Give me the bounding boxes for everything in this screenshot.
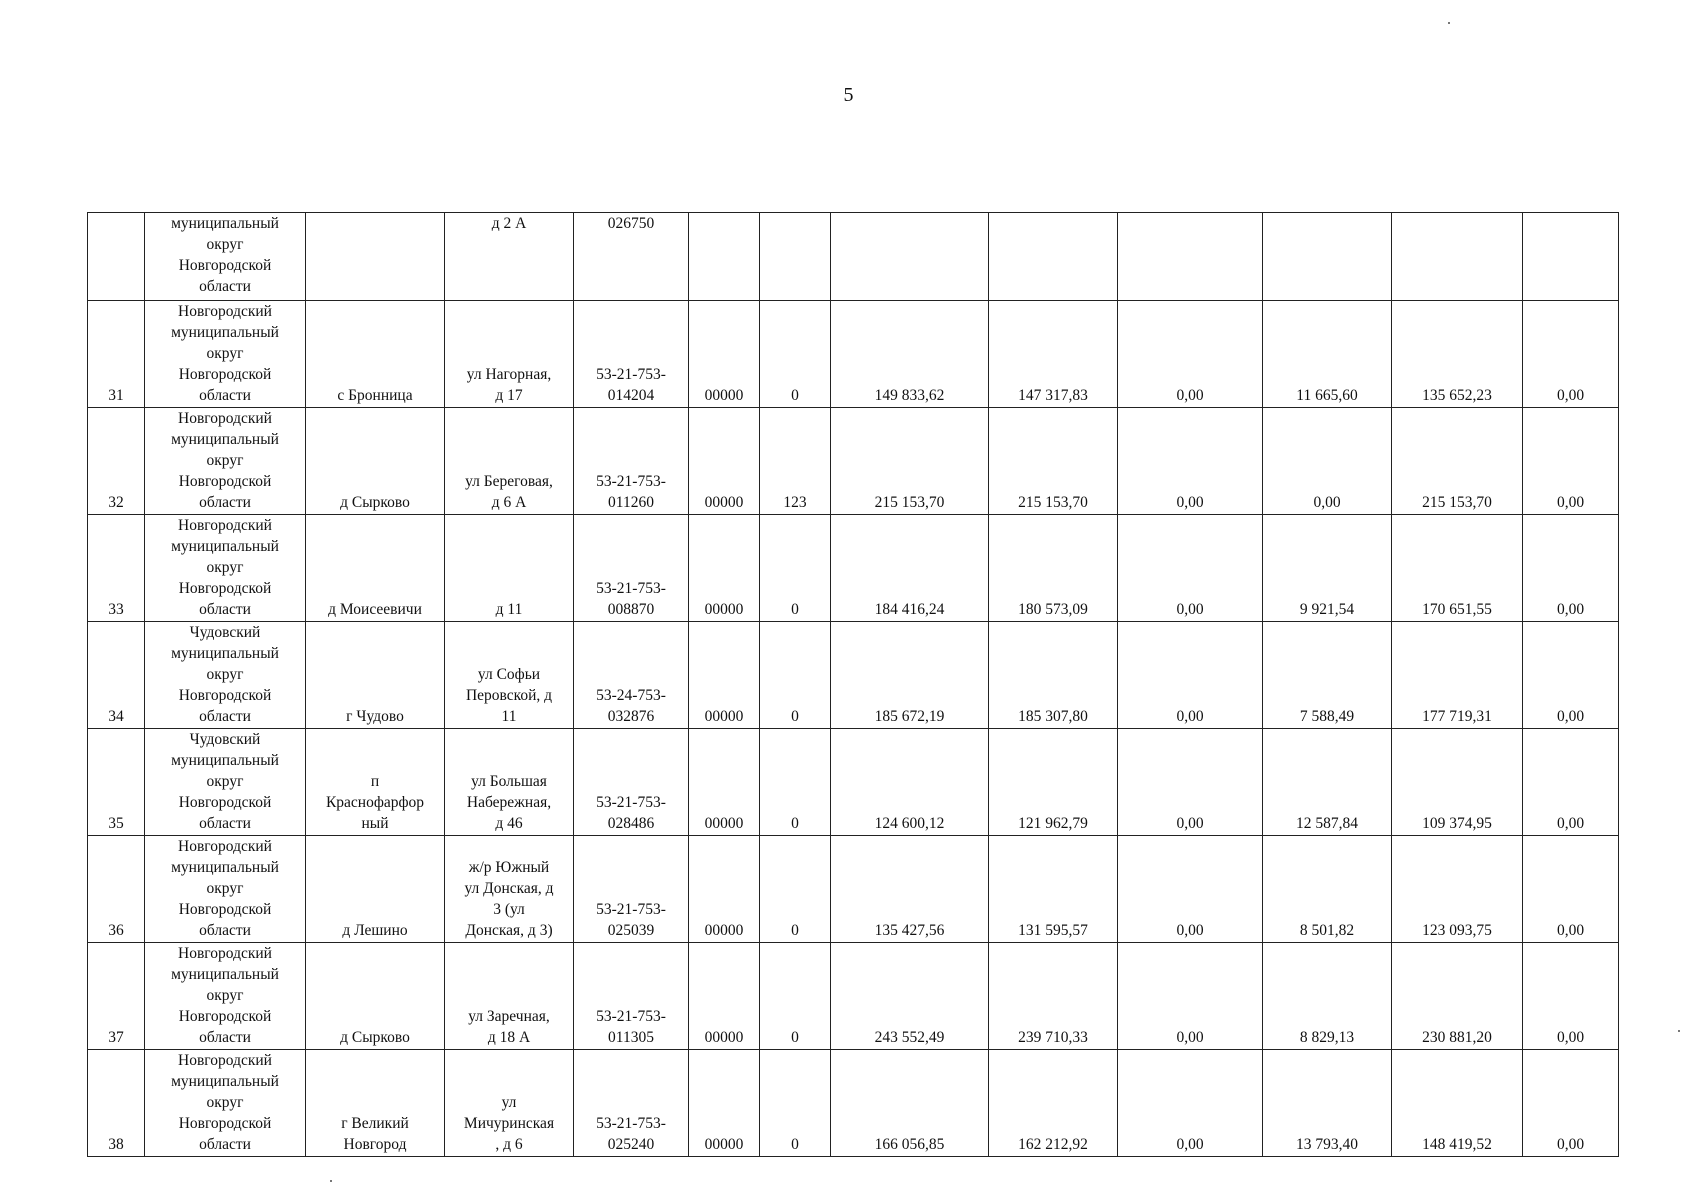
district-cell: Новгородский муниципальный округ Новгородской области xyxy=(145,515,306,622)
amount-cell: 0,00 xyxy=(1118,408,1263,515)
table-row xyxy=(88,515,1619,622)
amount-cell: 0,00 xyxy=(1118,1050,1263,1157)
district-cell: Новгородский муниципальный округ Новгородской области xyxy=(145,301,306,408)
amount-cell: 121 962,79 xyxy=(989,729,1118,836)
amount-cell: 185 307,80 xyxy=(989,622,1118,729)
code-cell: 00000 xyxy=(689,836,760,943)
scan-mark xyxy=(1448,22,1450,24)
code-cell: 00000 xyxy=(689,515,760,622)
table-cell xyxy=(1392,213,1523,301)
table-cell xyxy=(1118,213,1263,301)
settlement-cell: д Сырково xyxy=(306,943,445,1050)
address-cell: ж/р Южный ул Донская, д 3 (ул Донская, д 3) xyxy=(445,836,574,943)
amount-cell: 243 552,49 xyxy=(831,943,989,1050)
amount-cell: 0,00 xyxy=(1118,729,1263,836)
table-row xyxy=(88,1050,1619,1157)
settlement-cell: д Лешино xyxy=(306,836,445,943)
settlement-cell: д Моисеевичи xyxy=(306,515,445,622)
settlement-cell: г Чудово xyxy=(306,622,445,729)
code-cell: 0 xyxy=(760,943,831,1050)
amount-cell: 9 921,54 xyxy=(1263,515,1392,622)
amount-cell: 170 651,55 xyxy=(1392,515,1523,622)
oktmo-code-cell: 53-21-753- 025240 xyxy=(574,1050,689,1157)
code-cell: 00000 xyxy=(689,408,760,515)
oktmo-code-cell: 53-21-753- 011305 xyxy=(574,943,689,1050)
amount-cell: 0,00 xyxy=(1523,408,1619,515)
district-cell: Новгородский муниципальный округ Новгородской области xyxy=(145,943,306,1050)
amount-cell: 0,00 xyxy=(1523,729,1619,836)
address-cell: ул Заречная, д 18 А xyxy=(445,943,574,1050)
amount-cell: 0,00 xyxy=(1523,836,1619,943)
amount-cell: 12 587,84 xyxy=(1263,729,1392,836)
amount-cell: 131 595,57 xyxy=(989,836,1118,943)
data-table xyxy=(87,212,1619,1157)
amount-cell: 239 710,33 xyxy=(989,943,1118,1050)
amount-cell: 149 833,62 xyxy=(831,301,989,408)
amount-cell: 109 374,95 xyxy=(1392,729,1523,836)
amount-cell: 13 793,40 xyxy=(1263,1050,1392,1157)
settlement-cell: г Великий Новгород xyxy=(306,1050,445,1157)
table-cell xyxy=(1523,213,1619,301)
amount-cell: 0,00 xyxy=(1523,943,1619,1050)
amount-cell: 135 652,23 xyxy=(1392,301,1523,408)
table-row xyxy=(88,301,1619,408)
amount-cell: 0,00 xyxy=(1523,622,1619,729)
amount-cell: 11 665,60 xyxy=(1263,301,1392,408)
table-row-continued xyxy=(88,213,1619,301)
settlement-cell: д Сырково xyxy=(306,408,445,515)
amount-cell: 0,00 xyxy=(1118,301,1263,408)
code-cell: 0 xyxy=(760,622,831,729)
district-cell: Новгородский муниципальный округ Новгородской области xyxy=(145,836,306,943)
row-number-cell: 37 xyxy=(88,943,145,1050)
table-cell xyxy=(760,213,831,301)
amount-cell: 162 212,92 xyxy=(989,1050,1118,1157)
table-body xyxy=(88,213,1619,1157)
amount-cell: 147 317,83 xyxy=(989,301,1118,408)
amount-cell: 215 153,70 xyxy=(1392,408,1523,515)
row-number-cell: 35 xyxy=(88,729,145,836)
amount-cell: 215 153,70 xyxy=(989,408,1118,515)
amount-cell: 0,00 xyxy=(1263,408,1392,515)
scan-mark xyxy=(1678,1030,1680,1032)
code-cell: 00000 xyxy=(689,622,760,729)
code-cell: 0 xyxy=(760,1050,831,1157)
scan-mark xyxy=(330,1180,332,1182)
amount-cell: 215 153,70 xyxy=(831,408,989,515)
district-cell: Новгородский муниципальный округ Новгородской области xyxy=(145,408,306,515)
row-number-cell: 38 xyxy=(88,1050,145,1157)
amount-cell: 166 056,85 xyxy=(831,1050,989,1157)
address-cell: ул Нагорная, д 17 xyxy=(445,301,574,408)
table-cell xyxy=(1263,213,1392,301)
amount-cell: 185 672,19 xyxy=(831,622,989,729)
code-cell: 0 xyxy=(760,729,831,836)
amount-cell: 8 829,13 xyxy=(1263,943,1392,1050)
amount-cell: 0,00 xyxy=(1523,515,1619,622)
page-number: 5 xyxy=(843,84,854,106)
table-cell xyxy=(989,213,1118,301)
settlement-cell: п Краснофарфор ный xyxy=(306,729,445,836)
oktmo-code-cell: 53-21-753- 025039 xyxy=(574,836,689,943)
address-cell: ул Софьи Перовской, д 11 xyxy=(445,622,574,729)
amount-cell: 0,00 xyxy=(1118,515,1263,622)
table-row xyxy=(88,622,1619,729)
district-cell: Новгородский муниципальный округ Новгородской области xyxy=(145,1050,306,1157)
amount-cell: 123 093,75 xyxy=(1392,836,1523,943)
table-cell xyxy=(88,213,145,301)
row-number-cell: 36 xyxy=(88,836,145,943)
code-cell: 00000 xyxy=(689,1050,760,1157)
oktmo-code-cell: 53-21-753- 008870 xyxy=(574,515,689,622)
row-number-cell: 33 xyxy=(88,515,145,622)
amount-cell: 0,00 xyxy=(1118,836,1263,943)
amount-cell: 0,00 xyxy=(1523,1050,1619,1157)
code-cell: 0 xyxy=(760,836,831,943)
table-cell xyxy=(689,213,760,301)
table-cell: 026750 xyxy=(574,213,689,301)
address-cell: ул Береговая, д 6 А xyxy=(445,408,574,515)
table-row xyxy=(88,943,1619,1050)
table-row xyxy=(88,729,1619,836)
amount-cell: 180 573,09 xyxy=(989,515,1118,622)
amount-cell: 135 427,56 xyxy=(831,836,989,943)
address-cell: д 11 xyxy=(445,515,574,622)
row-number-cell: 31 xyxy=(88,301,145,408)
code-cell: 0 xyxy=(760,515,831,622)
amount-cell: 184 416,24 xyxy=(831,515,989,622)
oktmo-code-cell: 53-24-753- 032876 xyxy=(574,622,689,729)
code-cell: 123 xyxy=(760,408,831,515)
amount-cell: 230 881,20 xyxy=(1392,943,1523,1050)
table-cell: д 2 А xyxy=(445,213,574,301)
amount-cell: 8 501,82 xyxy=(1263,836,1392,943)
oktmo-code-cell: 53-21-753- 028486 xyxy=(574,729,689,836)
district-cell: Чудовский муниципальный округ Новгородской области xyxy=(145,729,306,836)
table-cell xyxy=(831,213,989,301)
settlement-cell: с Бронница xyxy=(306,301,445,408)
amount-cell: 0,00 xyxy=(1118,943,1263,1050)
oktmo-code-cell: 53-21-753- 014204 xyxy=(574,301,689,408)
code-cell: 0 xyxy=(760,301,831,408)
table-cell: муниципальный округ Новгородской области xyxy=(145,213,306,301)
address-cell: ул Большая Набережная, д 46 xyxy=(445,729,574,836)
row-number-cell: 34 xyxy=(88,622,145,729)
amount-cell: 7 588,49 xyxy=(1263,622,1392,729)
amount-cell: 124 600,12 xyxy=(831,729,989,836)
amount-cell: 0,00 xyxy=(1118,622,1263,729)
code-cell: 00000 xyxy=(689,301,760,408)
address-cell: ул Мичуринская , д 6 xyxy=(445,1050,574,1157)
code-cell: 00000 xyxy=(689,729,760,836)
code-cell: 00000 xyxy=(689,943,760,1050)
district-cell: Чудовский муниципальный округ Новгородской области xyxy=(145,622,306,729)
table-row xyxy=(88,408,1619,515)
amount-cell: 148 419,52 xyxy=(1392,1050,1523,1157)
oktmo-code-cell: 53-21-753- 011260 xyxy=(574,408,689,515)
table-row xyxy=(88,836,1619,943)
row-number-cell: 32 xyxy=(88,408,145,515)
amount-cell: 177 719,31 xyxy=(1392,622,1523,729)
table-cell xyxy=(306,213,445,301)
amount-cell: 0,00 xyxy=(1523,301,1619,408)
